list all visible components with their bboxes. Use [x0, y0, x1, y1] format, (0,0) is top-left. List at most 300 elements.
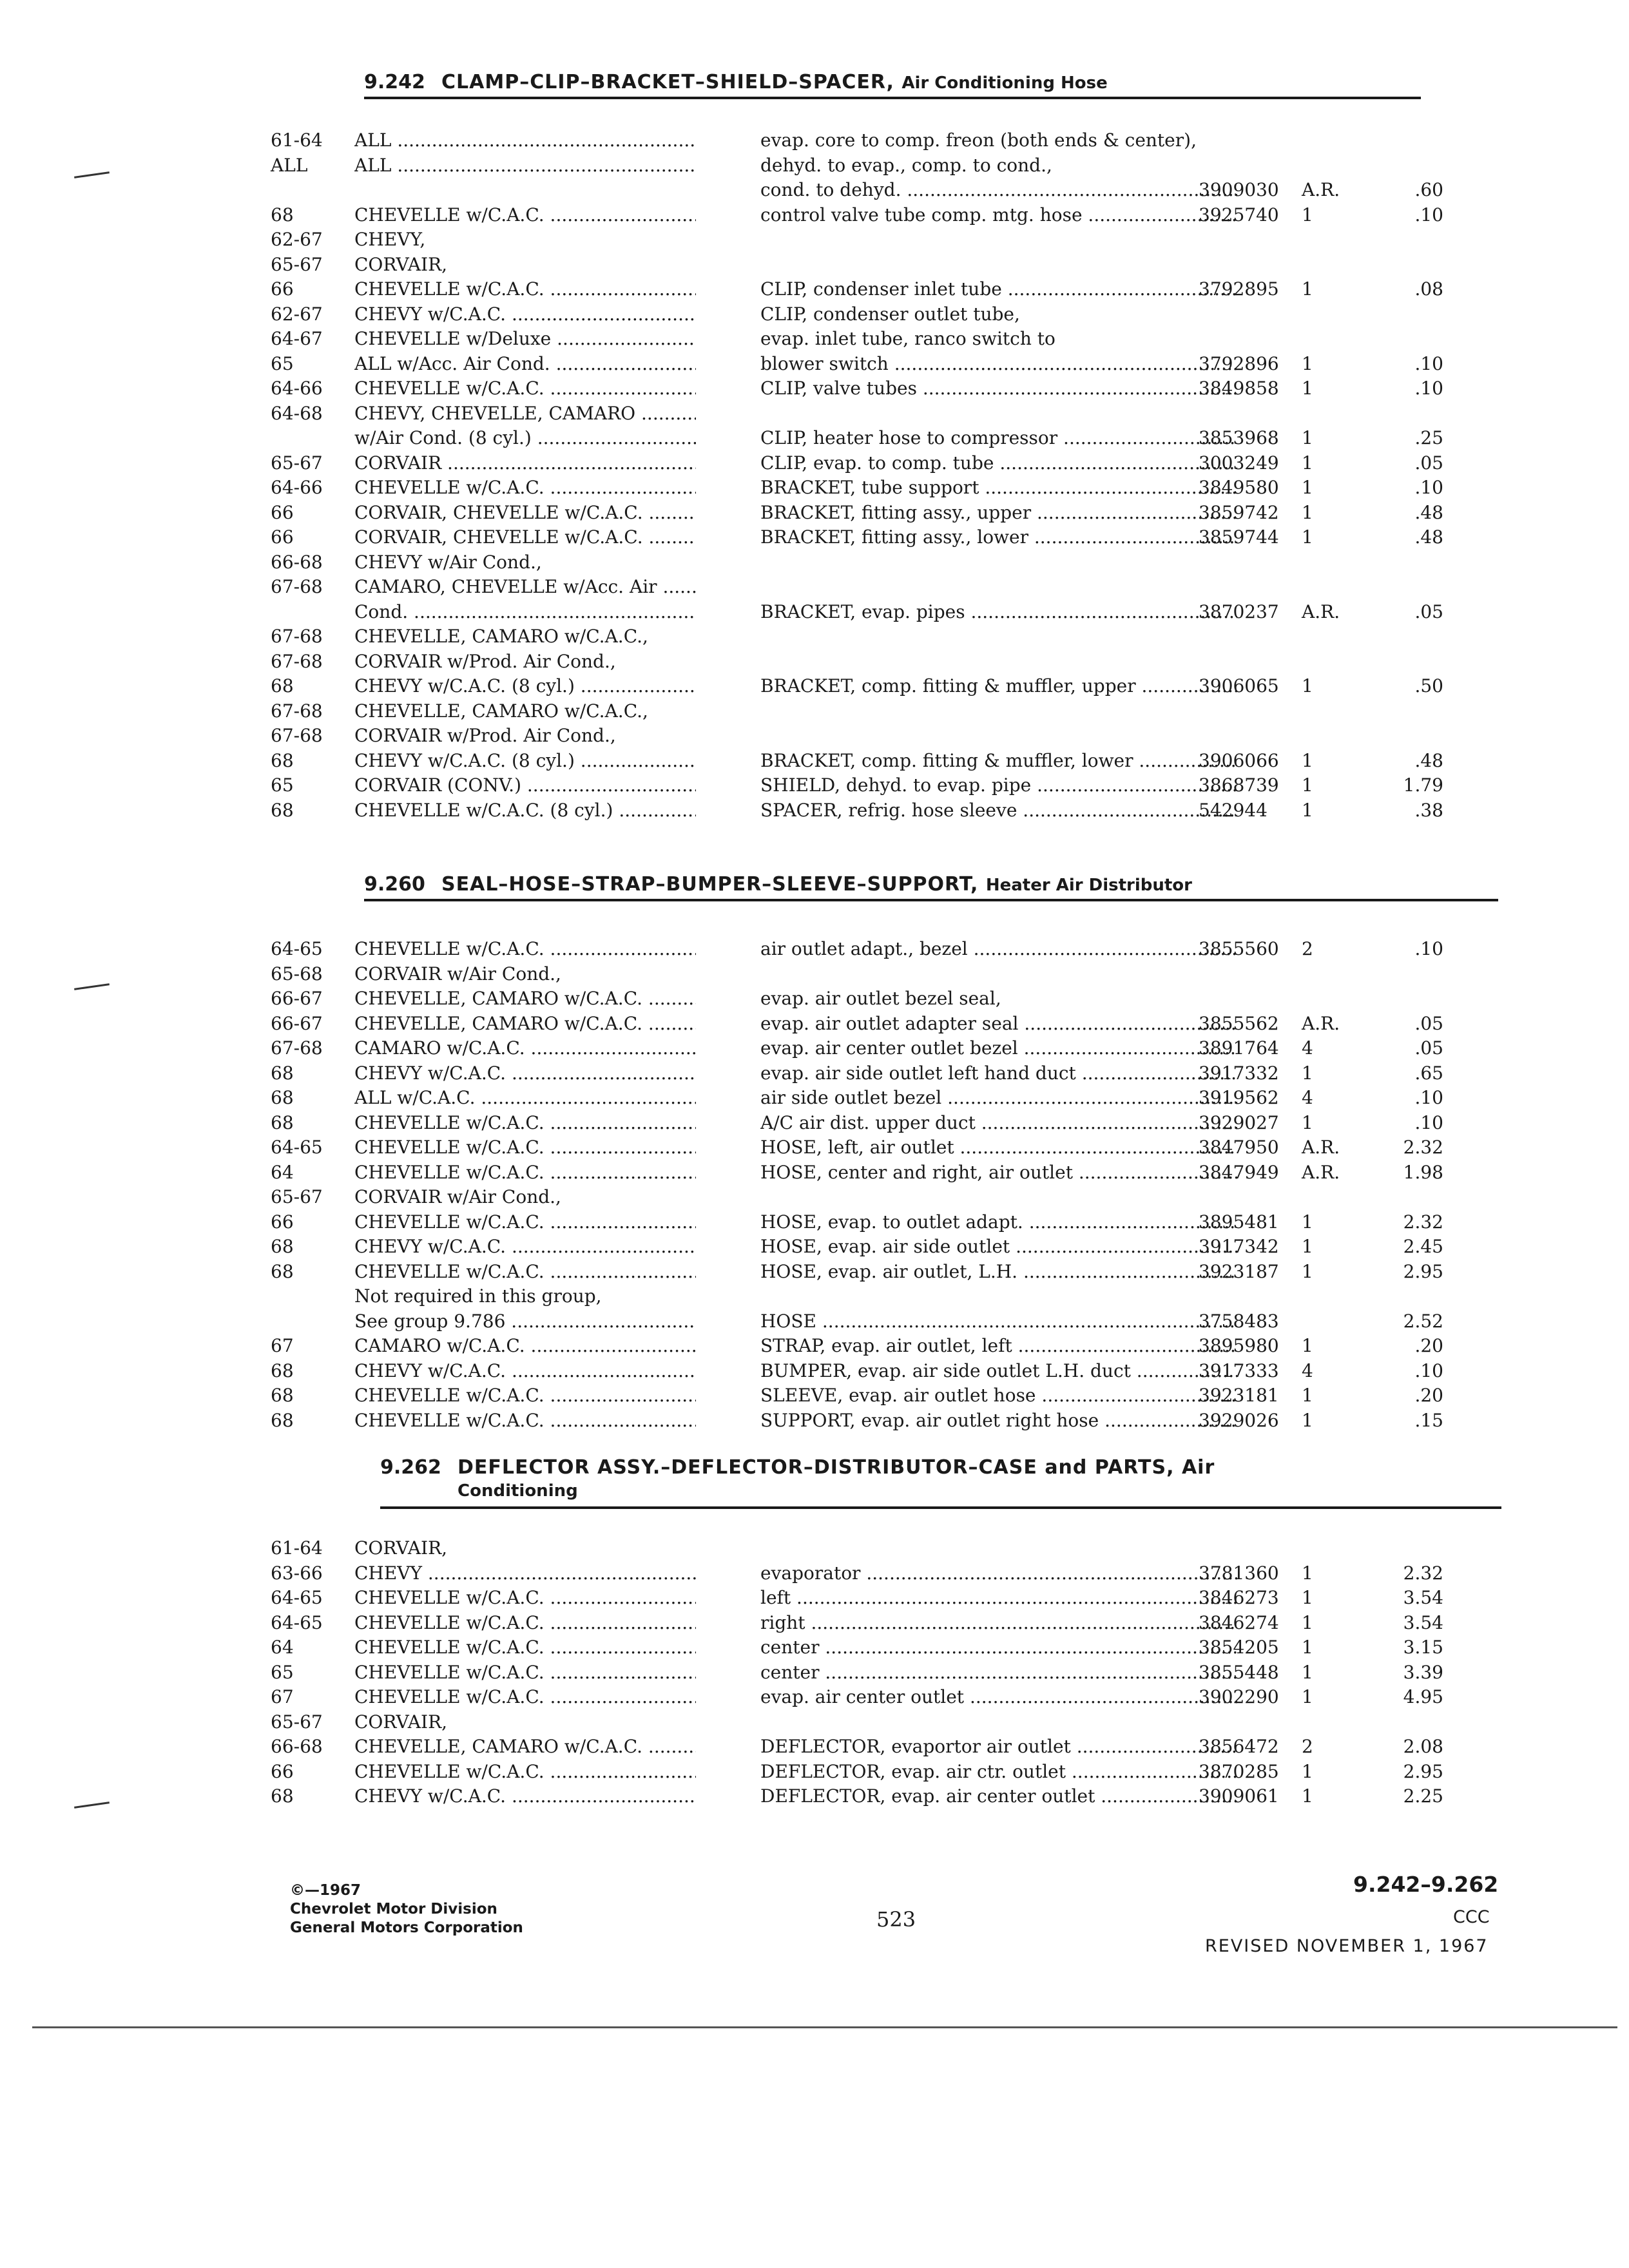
price: 4.95	[1403, 1686, 1443, 1707]
model-application: CHEVELLE w/C.A.C. .....	[354, 1111, 696, 1135]
model-year: 67-68	[271, 626, 323, 647]
price: .15	[1414, 1409, 1443, 1431]
model-year: 68	[271, 799, 294, 821]
model-year: 66-68	[271, 1736, 323, 1757]
model-application: CHEVY w/C.A.C. .....	[354, 1062, 696, 1085]
model-year: 65-67	[271, 253, 323, 275]
table-row	[271, 1136, 1495, 1161]
group-range: 9.242–9.262	[1353, 1872, 1499, 1897]
model-application: CHEVELLE w/Deluxe .....	[354, 327, 696, 351]
model-year: 68	[271, 1385, 294, 1406]
part-number: 3846273	[1199, 1587, 1279, 1608]
table-row	[271, 327, 1495, 352]
section-number: 9.260	[364, 873, 425, 896]
quantity: 1	[1302, 749, 1313, 771]
table-row	[271, 377, 1495, 402]
section-heading	[271, 71, 1495, 116]
model-year: 65-68	[271, 963, 323, 985]
model-year: 68	[271, 1087, 294, 1108]
table-row	[271, 1062, 1495, 1087]
table-row	[271, 675, 1495, 700]
model-application: CHEVY,	[354, 229, 426, 250]
model-application: CHEVY w/C.A.C. (8 cyl.) .....	[354, 749, 696, 773]
table-row	[271, 1686, 1495, 1711]
part-number: 3870285	[1199, 1760, 1279, 1782]
model-year: 65	[271, 352, 294, 374]
price: 2.95	[1403, 1760, 1443, 1782]
model-application: CHEVELLE w/C.A.C. .....	[354, 1760, 696, 1783]
part-number: 3902290	[1199, 1686, 1279, 1707]
part-number: 3846274	[1199, 1611, 1279, 1633]
page-number: 523	[876, 1907, 916, 1932]
price: 2.32	[1403, 1211, 1443, 1233]
model-year: 67-68	[271, 700, 323, 722]
section-subtitle: Conditioning	[458, 1481, 578, 1501]
table-row	[271, 1711, 1495, 1736]
model-application: CORVAIR,	[354, 1711, 448, 1733]
model-application: ALL .....	[354, 154, 696, 177]
quantity: 1	[1302, 378, 1313, 399]
table-row	[271, 1086, 1495, 1111]
price: 3.39	[1403, 1661, 1443, 1683]
model-application: CORVAIR w/Air Cond.,	[354, 963, 561, 985]
model-year: 68	[271, 204, 294, 226]
part-number: 3854205	[1199, 1637, 1279, 1658]
quantity: 1	[1302, 1260, 1313, 1282]
price: .10	[1414, 1087, 1443, 1108]
model-application: CHEVELLE w/C.A.C. .....	[354, 377, 696, 400]
division-name: Chevrolet Motor Division	[290, 1901, 497, 1917]
part-description: right .....	[760, 1611, 1237, 1635]
section-subtitle: Air Conditioning Hose	[901, 73, 1108, 93]
quantity: 4	[1302, 1037, 1313, 1059]
model-application: CHEVELLE w/C.A.C. .....	[354, 476, 696, 499]
part-number: 3849858	[1199, 378, 1279, 399]
table-row	[271, 774, 1495, 799]
model-application: CHEVELLE w/C.A.C. .....	[354, 937, 696, 961]
model-year: 66-67	[271, 988, 323, 1009]
model-year: 66	[271, 501, 294, 523]
table-row	[271, 724, 1495, 749]
part-number: 3870237	[1199, 601, 1279, 622]
price: .10	[1414, 378, 1443, 399]
model-year: 68	[271, 1409, 294, 1431]
quantity: A.R.	[1302, 1012, 1340, 1034]
table-row	[271, 799, 1495, 824]
section-title	[458, 1456, 1215, 1501]
quantity: 1	[1302, 1562, 1313, 1584]
model-application: CORVAIR,	[354, 253, 448, 275]
model-year: 65	[271, 1661, 294, 1683]
section-9-262	[271, 1456, 1495, 1810]
part-description: dehyd. to evap., comp. to cond.,	[760, 154, 1052, 176]
part-description: CLIP, condenser outlet tube,	[760, 303, 1020, 325]
quantity: 1	[1302, 452, 1313, 474]
table-row	[271, 650, 1495, 675]
price: .48	[1414, 526, 1443, 548]
model-application: CORVAIR (CONV.) .....	[354, 774, 696, 797]
model-year: 64-65	[271, 1587, 323, 1608]
table-row	[271, 1285, 1495, 1310]
table-row	[271, 987, 1495, 1012]
section-heading	[271, 1456, 1495, 1508]
model-application: CHEVELLE w/C.A.C. .....	[354, 1661, 696, 1684]
margin-mark	[74, 1802, 110, 1809]
price: .65	[1414, 1062, 1443, 1084]
table-row	[271, 1785, 1495, 1810]
part-number: 3758483	[1199, 1310, 1279, 1332]
part-description: CLIP, evap. to comp. tube .....	[760, 452, 1237, 475]
model-application: ALL w/Acc. Air Cond. .....	[354, 352, 696, 376]
quantity: 1	[1302, 1335, 1313, 1356]
table-row	[271, 1611, 1495, 1637]
quantity: A.R.	[1302, 179, 1340, 200]
model-year: 67-68	[271, 1037, 323, 1059]
model-year: 68	[271, 675, 294, 697]
model-year: 67	[271, 1686, 294, 1707]
price: .10	[1414, 1111, 1443, 1133]
model-application: CHEVELLE w/C.A.C. .....	[354, 1260, 696, 1283]
section-rule	[364, 899, 1498, 901]
model-application: CORVAIR w/Air Cond.,	[354, 1186, 561, 1207]
model-year: 68	[271, 1260, 294, 1282]
model-year: 66	[271, 278, 294, 300]
price: 2.25	[1403, 1785, 1443, 1807]
model-year: 68	[271, 1111, 294, 1133]
quantity: 1	[1302, 1062, 1313, 1084]
model-year: 67	[271, 1335, 294, 1356]
part-number: 3792896	[1199, 352, 1279, 374]
quantity: 1	[1302, 1637, 1313, 1658]
model-year: 64-66	[271, 477, 323, 498]
table-row	[271, 1360, 1495, 1385]
part-number: 3003249	[1199, 452, 1279, 474]
part-number: 3925740	[1199, 204, 1279, 226]
price: 2.32	[1403, 1137, 1443, 1158]
model-year: 64	[271, 1161, 294, 1183]
part-number: 3929027	[1199, 1111, 1279, 1133]
model-year: 63-66	[271, 1562, 323, 1584]
model-application: CHEVELLE w/C.A.C. .....	[354, 1586, 696, 1610]
parts-table	[271, 1537, 1495, 1810]
price: .08	[1414, 278, 1443, 300]
part-number: 3906065	[1199, 675, 1279, 697]
model-application: CORVAIR .....	[354, 452, 696, 475]
quantity: 1	[1302, 1236, 1313, 1257]
table-row	[271, 700, 1495, 725]
table-row	[271, 427, 1495, 452]
quantity: A.R.	[1302, 1137, 1340, 1158]
model-year: 66	[271, 1760, 294, 1782]
parts-table	[271, 129, 1495, 823]
section-9-242	[271, 71, 1495, 823]
price: 1.98	[1403, 1161, 1443, 1183]
price: .60	[1414, 179, 1443, 200]
model-application: CHEVY w/Air Cond.,	[354, 551, 542, 573]
price: 2.32	[1403, 1562, 1443, 1584]
part-description: evap. air outlet bezel seal,	[760, 988, 1001, 1009]
part-description: left .....	[760, 1586, 1237, 1610]
model-year: 65-67	[271, 1186, 323, 1207]
part-number: 3849580	[1199, 477, 1279, 498]
model-year: 68	[271, 1785, 294, 1807]
part-description: SUPPORT, evap. air outlet right hose .....	[760, 1409, 1237, 1432]
part-description: DEFLECTOR, evap. air ctr. outlet .....	[760, 1760, 1237, 1783]
part-number: 3923181	[1199, 1385, 1279, 1406]
table-row	[271, 601, 1495, 626]
table-row	[271, 303, 1495, 328]
revision-date: REVISED NOVEMBER 1, 1967	[1205, 1936, 1489, 1956]
model-application: CHEVELLE w/C.A.C. .....	[354, 1611, 696, 1635]
model-application: CHEVELLE, CAMARO w/C.A.C.,	[354, 626, 648, 647]
price: .20	[1414, 1335, 1443, 1356]
model-year: 61-64	[271, 1537, 323, 1559]
model-year: ALL	[271, 154, 308, 176]
part-description: CLIP, heater hose to compressor .....	[760, 427, 1237, 450]
part-number: 3895980	[1199, 1335, 1279, 1356]
section-number: 9.242	[364, 71, 425, 93]
table-row	[271, 1334, 1495, 1360]
part-number: 3859744	[1199, 526, 1279, 548]
part-number: 3909061	[1199, 1785, 1279, 1807]
part-number: 3895481	[1199, 1211, 1279, 1233]
table-row	[271, 1661, 1495, 1686]
model-year: 65-67	[271, 452, 323, 474]
quantity: 1	[1302, 526, 1313, 548]
price: 2.95	[1403, 1260, 1443, 1282]
price: 3.15	[1403, 1637, 1443, 1658]
price: .05	[1414, 1012, 1443, 1034]
model-year: 64-66	[271, 378, 323, 399]
part-description: control valve tube comp. mtg. hose .....	[760, 204, 1237, 227]
part-number: 3906066	[1199, 749, 1279, 771]
model-application: CAMARO w/C.A.C. .....	[354, 1334, 696, 1358]
model-application: CHEVY, CHEVELLE, CAMARO .....	[354, 402, 696, 425]
part-number: 3859742	[1199, 501, 1279, 523]
part-number: 3853968	[1199, 427, 1279, 448]
model-application: CHEVY w/C.A.C. .....	[354, 1360, 696, 1383]
table-row	[271, 178, 1495, 204]
part-description: HOSE .....	[760, 1310, 1237, 1333]
margin-mark	[74, 171, 110, 178]
model-year: 68	[271, 1062, 294, 1084]
part-description: air side outlet bezel .....	[760, 1086, 1237, 1110]
model-application: CHEVELLE w/C.A.C. (8 cyl.) .....	[354, 799, 696, 822]
part-description: DEFLECTOR, evaportor air outlet .....	[760, 1735, 1237, 1758]
price: 1.79	[1403, 774, 1443, 796]
part-number: 3856472	[1199, 1736, 1279, 1757]
price: .10	[1414, 1360, 1443, 1381]
model-application: CHEVELLE, CAMARO w/C.A.C. .....	[354, 987, 696, 1010]
section-title-main: CLAMP–CLIP–BRACKET–SHIELD–SPACER,	[441, 71, 894, 93]
part-description: DEFLECTOR, evap. air center outlet .....	[760, 1785, 1237, 1808]
section-rule	[380, 1506, 1501, 1509]
part-number: 3919562	[1199, 1087, 1279, 1108]
table-row	[271, 1310, 1495, 1335]
table-row	[271, 253, 1495, 278]
quantity: 1	[1302, 204, 1313, 226]
table-row	[271, 1211, 1495, 1236]
quantity: 1	[1302, 1686, 1313, 1707]
model-application: CAMARO w/C.A.C. .....	[354, 1037, 696, 1060]
model-year: 68	[271, 749, 294, 771]
part-description: CLIP, valve tubes .....	[760, 377, 1237, 400]
model-application: CORVAIR, CHEVELLE w/C.A.C. .....	[354, 501, 696, 524]
part-number: 3923187	[1199, 1260, 1279, 1282]
table-row	[271, 575, 1495, 601]
table-row	[271, 228, 1495, 253]
part-description: center .....	[760, 1661, 1237, 1684]
model-year: 65	[271, 774, 294, 796]
model-year: 66-68	[271, 551, 323, 573]
model-year: 64-67	[271, 328, 323, 349]
part-description: evaporator .....	[760, 1562, 1237, 1585]
catalog-code: CCC	[1453, 1907, 1490, 1927]
table-row	[271, 1409, 1495, 1434]
model-application: CHEVY w/C.A.C. (8 cyl.) .....	[354, 675, 696, 698]
part-number: 3792895	[1199, 278, 1279, 300]
model-year: 61-64	[271, 130, 323, 151]
table-row	[271, 937, 1495, 963]
part-number: 3781360	[1199, 1562, 1279, 1584]
price: .48	[1414, 749, 1443, 771]
quantity: 1	[1302, 1611, 1313, 1633]
part-description: evap. air center outlet .....	[760, 1686, 1237, 1709]
part-number: 3917332	[1199, 1062, 1279, 1084]
table-row	[271, 278, 1495, 303]
part-description: cond. to dehyd. .....	[760, 178, 1237, 202]
table-row	[271, 625, 1495, 650]
model-year: 64-65	[271, 1137, 323, 1158]
part-number: 3855448	[1199, 1661, 1279, 1683]
quantity: 1	[1302, 1587, 1313, 1608]
section-subtitle: Heater Air Distributor	[985, 876, 1192, 895]
section-title	[441, 71, 1108, 93]
quantity: 4	[1302, 1087, 1313, 1108]
corporation-name: General Motors Corporation	[290, 1919, 523, 1936]
section-9-260	[271, 873, 1495, 1434]
table-row	[271, 1037, 1495, 1062]
margin-mark	[74, 983, 110, 990]
quantity: 1	[1302, 352, 1313, 374]
model-year: 67-68	[271, 650, 323, 672]
part-number: 3891764	[1199, 1037, 1279, 1059]
model-application: Cond. .....	[354, 601, 696, 624]
model-year: 65-67	[271, 1711, 323, 1733]
quantity: 1	[1302, 278, 1313, 300]
model-application: CHEVELLE w/C.A.C. .....	[354, 1686, 696, 1709]
price: 3.54	[1403, 1587, 1443, 1608]
table-row	[271, 1235, 1495, 1260]
part-number: 3847950	[1199, 1137, 1279, 1158]
part-description: blower switch .....	[760, 352, 1237, 376]
quantity: 1	[1302, 1661, 1313, 1683]
table-row	[271, 1384, 1495, 1409]
quantity: 1	[1302, 774, 1313, 796]
part-description: CLIP, condenser inlet tube .....	[760, 278, 1237, 301]
model-year: 64-65	[271, 938, 323, 959]
model-year: 66	[271, 526, 294, 548]
part-number: 3909030	[1199, 179, 1279, 200]
model-application: CORVAIR,	[354, 1537, 448, 1559]
model-year: 66-67	[271, 1012, 323, 1034]
part-number: 3855560	[1199, 938, 1279, 959]
table-row	[271, 1636, 1495, 1661]
table-row	[271, 963, 1495, 988]
quantity: 1	[1302, 675, 1313, 697]
model-application: CORVAIR w/Prod. Air Cond.,	[354, 725, 616, 746]
model-application: CAMARO, CHEVELLE w/Acc. Air .....	[354, 575, 696, 599]
part-description: BRACKET, fitting assy., upper .....	[760, 501, 1237, 524]
copyright: ©—1967	[290, 1882, 361, 1899]
part-description: A/C air dist. upper duct .....	[760, 1111, 1237, 1135]
table-row	[271, 749, 1495, 774]
table-row	[271, 129, 1495, 154]
section-heading	[271, 873, 1495, 918]
part-description: BRACKET, fitting assy., lower .....	[760, 526, 1237, 549]
part-description: evap. inlet tube, ranco switch to	[760, 328, 1055, 349]
table-row	[271, 1735, 1495, 1760]
quantity: 1	[1302, 1385, 1313, 1406]
part-description: evap. core to comp. freon (both ends & center),	[760, 130, 1197, 151]
price: 3.54	[1403, 1611, 1443, 1633]
model-year: 64	[271, 1637, 294, 1658]
price: .20	[1414, 1385, 1443, 1406]
quantity: 2	[1302, 1736, 1313, 1757]
table-row	[271, 476, 1495, 501]
part-number: 3917342	[1199, 1236, 1279, 1257]
footer-publisher	[290, 1881, 523, 1937]
model-application: CHEVELLE, CAMARO w/C.A.C. .....	[354, 1012, 696, 1035]
table-row	[271, 1537, 1495, 1562]
model-year: 62-67	[271, 229, 323, 250]
model-application: CHEVELLE w/C.A.C. .....	[354, 204, 696, 227]
price: .50	[1414, 675, 1443, 697]
model-year: 68	[271, 1360, 294, 1381]
part-description: BRACKET, evap. pipes .....	[760, 601, 1237, 624]
part-description: BRACKET, comp. fitting & muffler, upper .....	[760, 675, 1237, 698]
part-description: BRACKET, comp. fitting & muffler, lower .....	[760, 749, 1237, 773]
table-row	[271, 1186, 1495, 1211]
model-year: 67-68	[271, 725, 323, 746]
quantity: 1	[1302, 501, 1313, 523]
quantity: 4	[1302, 1360, 1313, 1381]
section-title	[441, 873, 1192, 896]
price: .10	[1414, 477, 1443, 498]
part-number: 542944	[1199, 799, 1268, 821]
price: .25	[1414, 427, 1443, 448]
table-row	[271, 1111, 1495, 1137]
part-description: BUMPER, evap. air side outlet L.H. duct .....	[760, 1360, 1237, 1383]
model-application: CHEVELLE w/C.A.C. .....	[354, 278, 696, 301]
part-number: 3868739	[1199, 774, 1279, 796]
quantity: 1	[1302, 477, 1313, 498]
part-description: HOSE, center and right, air outlet .....	[760, 1161, 1237, 1184]
model-application: CHEVELLE w/C.A.C. .....	[354, 1136, 696, 1159]
model-application: CORVAIR, CHEVELLE w/C.A.C. .....	[354, 526, 696, 549]
part-description: SPACER, refrig. hose sleeve .....	[760, 799, 1237, 822]
model-year: 67-68	[271, 576, 323, 597]
model-year: 64-68	[271, 402, 323, 424]
section-title-main: DEFLECTOR ASSY.–DEFLECTOR–DISTRIBUTOR–CASE and PARTS, Air	[458, 1456, 1215, 1479]
model-application: ALL .....	[354, 129, 696, 152]
model-year: 66	[271, 1211, 294, 1233]
price: .10	[1414, 352, 1443, 374]
part-description: air outlet adapt., bezel .....	[760, 937, 1237, 961]
price: .05	[1414, 1037, 1443, 1059]
table-row	[271, 1260, 1495, 1285]
model-application: CHEVELLE, CAMARO w/C.A.C. .....	[354, 1735, 696, 1758]
